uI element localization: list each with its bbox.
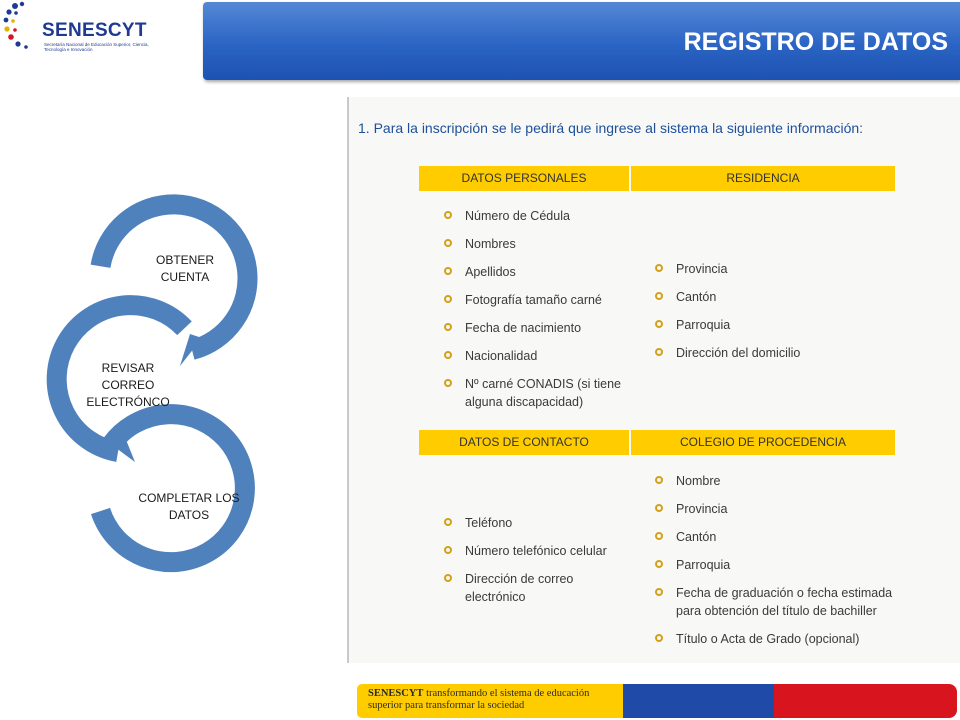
bullet-icon xyxy=(655,292,663,300)
footer-tagline: SENESCYT transformando el sistema de educación superior para transformar la sociedad xyxy=(368,688,590,711)
list-item: Cantón xyxy=(655,528,895,546)
footer-brand: SENESCYT xyxy=(368,688,424,699)
step-ring-3 xyxy=(101,414,245,562)
senescyt-logo xyxy=(2,0,202,62)
bullet-icon xyxy=(655,348,663,356)
list-item: Dirección del domicilio xyxy=(655,344,875,362)
list-item: Apellidos xyxy=(444,263,629,281)
list-item: Dirección de correo electrónico xyxy=(444,570,629,606)
bullet-icon xyxy=(655,264,663,272)
list-item: Fotografía tamaño carné xyxy=(444,291,629,309)
list-item: Número de Cédula xyxy=(444,207,629,225)
section-heading-datos-contacto: DATOS DE CONTACTO xyxy=(419,430,629,455)
list-item: Nombre xyxy=(655,472,895,490)
bullet-icon xyxy=(655,476,663,484)
list-item: Nº carné CONADIS (si tiene alguna discapacidad) xyxy=(444,375,629,411)
list-datos-personales xyxy=(444,207,629,421)
list-item: Cantón xyxy=(655,288,875,306)
bullet-icon xyxy=(444,379,452,387)
bullet-icon xyxy=(444,239,452,247)
logo-text: SENESCYT xyxy=(42,20,147,41)
list-item: Fecha de nacimiento xyxy=(444,319,629,337)
list-item: Nacionalidad xyxy=(444,347,629,365)
step-label-obtener-cuenta: OBTENER CUENTA xyxy=(155,253,214,284)
bullet-icon xyxy=(444,295,452,303)
bullet-icon xyxy=(655,504,663,512)
step-label-completar-datos: COMPLETAR LOS DATOS xyxy=(138,491,240,522)
list-item: Teléfono xyxy=(444,514,629,532)
list-item: Fecha de graduación o fecha estimada para obtención del título de bachiller xyxy=(655,584,895,620)
logo-subtitle: Secretaría Nacional de Educación Superior, Ciencia, Tecnología e Innovación xyxy=(44,42,149,52)
bullet-icon xyxy=(444,546,452,554)
bullet-icon xyxy=(444,518,452,526)
info-panel xyxy=(347,97,960,663)
bullet-icon xyxy=(444,267,452,275)
step-label-revisar-correo: REVISAR CORREO ELECTRÓNCO xyxy=(86,361,170,409)
section-heading-datos-personales: DATOS PERSONALES xyxy=(419,166,629,191)
footer-banner xyxy=(357,684,960,720)
footer-blue-band xyxy=(623,684,774,718)
bullet-icon xyxy=(655,320,663,328)
list-item: Provincia xyxy=(655,260,875,278)
list-item: Número telefónico celular xyxy=(444,542,629,560)
panel-title: 1. Para la inscripción se le pedirá que ingrese al sistema la siguiente información: xyxy=(358,120,864,136)
list-colegio-procedencia xyxy=(655,472,895,658)
section-heading-colegio-procedencia: COLEGIO DE PROCEDENCIA xyxy=(631,430,895,455)
list-residencia xyxy=(655,260,875,372)
bullet-icon xyxy=(444,323,452,331)
bullet-icon xyxy=(655,588,663,596)
title-bar xyxy=(203,2,960,80)
bullet-icon xyxy=(444,574,452,582)
footer-red-band xyxy=(774,684,957,718)
bullet-icon xyxy=(655,560,663,568)
process-cycle xyxy=(30,178,290,598)
list-item: Parroquia xyxy=(655,316,875,334)
list-item: Nombres xyxy=(444,235,629,253)
list-item: Título o Acta de Grado (opcional) xyxy=(655,630,895,648)
list-item: Parroquia xyxy=(655,556,895,574)
bullet-icon xyxy=(655,532,663,540)
bullet-icon xyxy=(444,211,452,219)
page-title: REGISTRO DE DATOS xyxy=(683,28,948,56)
list-datos-contacto xyxy=(444,514,629,616)
section-heading-residencia: RESIDENCIA xyxy=(631,166,895,191)
bullet-icon xyxy=(444,351,452,359)
bullet-icon xyxy=(655,634,663,642)
footer-yellow-band xyxy=(357,684,623,718)
list-item: Provincia xyxy=(655,500,895,518)
